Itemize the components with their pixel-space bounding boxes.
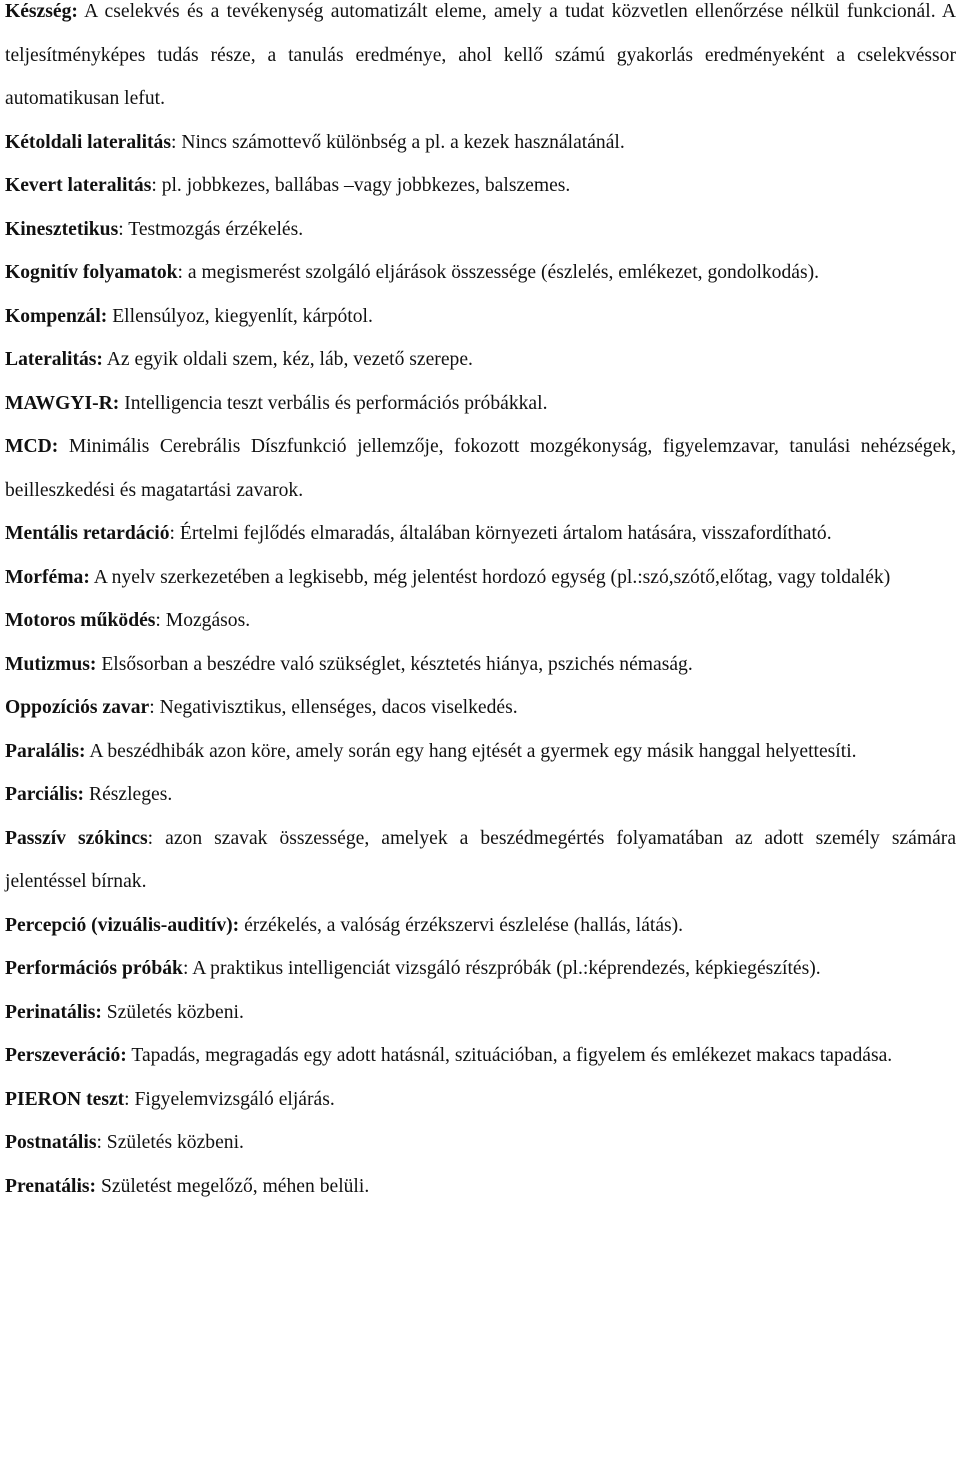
glossary-definition: Ellensúlyoz, kiegyenlít, kárpótol.: [112, 305, 373, 327]
glossary-term: Performációs próbák: [5, 958, 183, 979]
glossary-entry-motoros-mukodes: [5, 599, 956, 643]
glossary-entry-parcialis: [5, 773, 956, 817]
glossary-term: Parciális:: [5, 784, 85, 805]
glossary-entry-kevert-lateralitas: [5, 164, 956, 208]
glossary-term: Lateralitás:: [5, 349, 103, 370]
glossary-term: Prenatális:: [5, 1175, 97, 1197]
glossary-definition: A cselekvés és a tevékenység automatizált eleme, amely a tudat közvetlen ellenőrzése nélkül funkcionál. A teljesítményképes tudás része, a tanulás eredménye, ahol kellő számú gyakorlás eredményeként a cselekvéssor automatikusan lefut.: [5, 1, 956, 109]
glossary-term: Oppozíciós zavar: [5, 697, 150, 718]
glossary-term: Kognitív folyamatok: [5, 262, 178, 283]
glossary-entry-performacios-probak: [5, 947, 956, 991]
glossary-definition: Intelligencia teszt verbális és performációs próbákkal.: [124, 392, 548, 414]
glossary-definition: Születést megelőző, méhen belüli.: [100, 1175, 370, 1197]
glossary-definition: Negativisztikus, ellenséges, dacos viselkedés.: [159, 697, 518, 718]
glossary-entry-perszeveracio: [5, 1034, 956, 1078]
glossary-separator: :: [182, 958, 193, 979]
glossary-definition: Figyelemvizsgáló eljárás.: [134, 1088, 335, 1110]
glossary-definition: A beszédhibák azon köre, amely során egy hang ejtését a gyermek egy másik hanggal helyettesíti.: [89, 740, 857, 762]
glossary-definition: Születés közbeni.: [106, 1001, 244, 1023]
glossary-term: Percepció (vizuális-auditív):: [5, 914, 240, 936]
glossary-entry-kinesztetikus: [5, 208, 956, 252]
glossary-definition: Az egyik oldali szem, kéz, láb, vezető szerepe.: [106, 349, 473, 370]
glossary-term: Kompenzál:: [5, 305, 108, 327]
glossary-entry-prenatalis: [5, 1165, 956, 1209]
glossary-separator: :: [177, 262, 188, 283]
glossary-term: Motoros működés: [5, 610, 156, 631]
glossary-separator: :: [151, 175, 162, 196]
glossary-entry-percepcio: [5, 904, 956, 948]
glossary-entry-kompenzal: [5, 295, 956, 339]
glossary-term: Kevert lateralitás: [5, 175, 152, 196]
glossary-entry-keszseg: [5, 0, 956, 121]
glossary-separator: :: [147, 827, 166, 849]
glossary-entry-mawgyi-r: [5, 382, 956, 426]
glossary-term: Perinatális:: [5, 1001, 102, 1023]
glossary-entry-oppozicios-zavar: [5, 686, 956, 730]
glossary-definition: pl. jobbkezes, ballábas –vagy jobbkezes, balszemes.: [161, 175, 571, 196]
glossary-definition: Tapadás, megragadás egy adott hatásnál, szituációban, a figyelem és emlékezet makacs tapadása.: [131, 1045, 893, 1066]
glossary-term: Mutizmus:: [5, 653, 97, 675]
glossary-term: Paralális:: [5, 740, 86, 762]
glossary-definition: Mozgásos.: [165, 610, 251, 631]
glossary-entry-mcd: [5, 425, 956, 512]
glossary-entry-ketoldali-lateralitas: [5, 121, 956, 165]
glossary-definition: A nyelv szerkezetében a legkisebb, még jelentést hordozó egység (pl.:szó,szótő,előtag, vagy toldalék): [93, 566, 891, 588]
glossary-definition: Testmozgás érzékelés.: [128, 218, 304, 240]
glossary-separator: :: [124, 1088, 135, 1110]
glossary-entry-passziv-szokincs: [5, 817, 956, 904]
glossary-entry-paralalis: [5, 730, 956, 774]
glossary-term: MCD:: [5, 436, 59, 457]
glossary-definition: Nincs számottevő különbség a pl. a kezek használatánál.: [181, 131, 625, 153]
glossary-separator: :: [96, 1132, 107, 1153]
glossary-entry-postnatalis: [5, 1121, 956, 1165]
glossary-entry-mutizmus: [5, 643, 956, 687]
glossary-entry-morfema: [5, 556, 956, 600]
glossary-term: Passzív szókincs: [5, 827, 148, 849]
glossary-definition: Elsősorban a beszédre való szükséglet, késztetés hiánya, pszichés némaság.: [101, 653, 693, 675]
glossary-entry-perinatalis: [5, 991, 956, 1035]
glossary-entry-kognitiv-folyamatok: [5, 251, 956, 295]
glossary-term: Kétoldali lateralitás: [5, 131, 171, 153]
glossary-definition: a megismerést szolgáló eljárások összessége (észlelés, emlékezet, gondolkodás).: [187, 262, 820, 283]
glossary-separator: :: [169, 523, 180, 544]
glossary-term: Készség:: [5, 1, 78, 22]
glossary-term: PIERON teszt: [5, 1088, 125, 1110]
glossary-separator: [58, 436, 68, 457]
glossary-separator: :: [155, 610, 166, 631]
glossary-term: Morféma:: [5, 566, 90, 588]
glossary-definition: Minimális Cerebrális Díszfunkció jellemzője, fokozott mozgékonyság, figyelemzavar, tanulási nehézségek, beilleszkedési és magatartási zavarok.: [5, 436, 956, 501]
glossary-entry-pieron-teszt: [5, 1078, 956, 1122]
glossary-entry-mentalis-retardacio: [5, 512, 956, 556]
glossary-term: Perszeveráció:: [5, 1045, 127, 1066]
glossary-term: MAWGYI-R:: [5, 392, 120, 414]
glossary-definition: Részleges.: [89, 784, 173, 805]
glossary-term: Postnatális: [5, 1132, 97, 1153]
glossary-term: Mentális retardáció: [5, 523, 170, 544]
glossary-separator: :: [149, 697, 160, 718]
glossary-definition: A praktikus intelligenciát vizsgáló részpróbák (pl.:képrendezés, képkiegészítés).: [192, 958, 821, 979]
glossary-definition: Értelmi fejlődés elmaradás, általában környezeti ártalom hatására, visszafordítható.: [179, 523, 832, 544]
glossary-separator: :: [118, 218, 129, 240]
glossary-definition: Születés közbeni.: [106, 1132, 244, 1153]
glossary-definition: érzékelés, a valóság érzékszervi észlelése (hallás, látás).: [244, 914, 684, 936]
glossary-term: Kinesztetikus: [5, 218, 119, 240]
glossary-definition: azon szavak összessége, amelyek a beszédmegértés folyamatában az adott személy számára jelentéssel bírnak.: [5, 827, 957, 892]
glossary-separator: :: [170, 131, 182, 153]
glossary-entry-lateralitas: [5, 338, 956, 382]
